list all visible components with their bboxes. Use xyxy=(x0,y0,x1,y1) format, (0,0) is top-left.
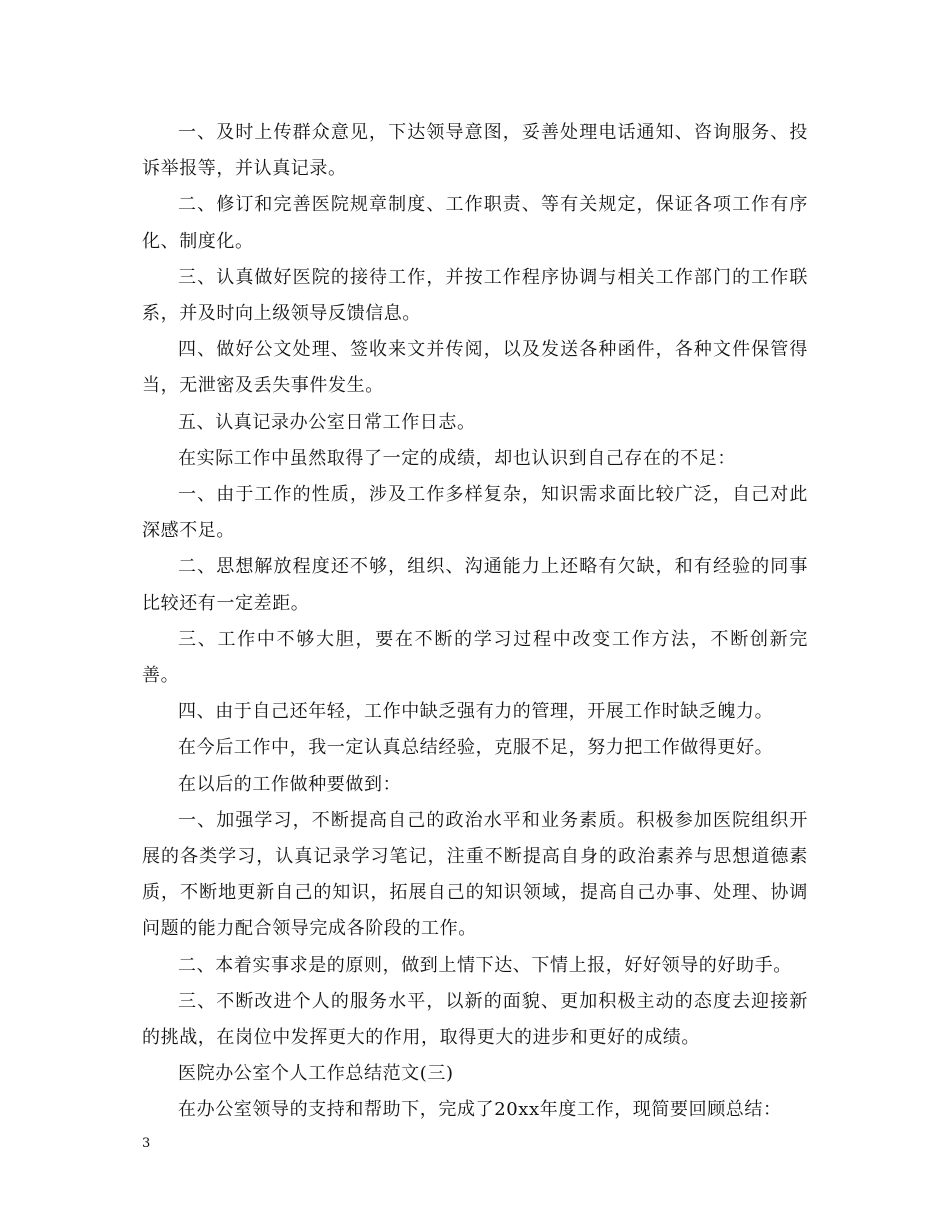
paragraph-13: 一、加强学习，不断提高自己的政治水平和业务素质。积极参加医院组织开展的各类学习，认真记录学习笔记，注重不断提高自身的政治素养与思想道德素质，不断地更新自己的知识，拓展自己的知识领域，提高自己办事、处理、协调问题的能力配合领导完成各阶段的工作。 xyxy=(142,809,808,940)
paragraph-7: 一、由于工作的性质，涉及工作多样复杂，知识需求面比较广泛，自己对此深感不足。 xyxy=(142,484,808,542)
paragraph-3: 三、认真做好医院的接待工作，并按工作程序协调与相关工作部门的工作联系，并及时向上级领导反馈信息。 xyxy=(142,266,808,325)
paragraph-12: 在以后的工作做种要做到： xyxy=(178,773,402,795)
paragraph-14: 二、本着实事求是的原则，做到上情下达、下情上报，好好领导的好助手。 xyxy=(178,954,792,976)
page-number: 3 xyxy=(142,1136,151,1151)
paragraph-9: 三、工作中不够大胆，要在不断的学习过程中改变工作方法，不断创新完善。 xyxy=(142,628,808,687)
paragraph-2: 二、修订和完善医院规章制度、工作职责、等有关规定，保证各项工作有序化、制度化。 xyxy=(142,194,808,252)
paragraph-17: 在办公室领导的支持和帮助下，完成了20xx年度工作，现简要回顾总结： xyxy=(178,1099,782,1121)
paragraph-8: 二、思想解放程度还不够，组织、沟通能力上还略有欠缺，和有经验的同事比较还有一定差距。 xyxy=(142,556,808,614)
paragraph-10: 四、由于自己还年轻，工作中缺乏强有力的管理，开展工作时缺乏魄力。 xyxy=(178,701,774,723)
paragraph-1: 一、及时上传群众意见，下达领导意图，妥善处理电话通知、咨询服务、投诉举报等，并认真记录。 xyxy=(142,122,808,180)
paragraph-5: 五、认真记录办公室日常工作日志。 xyxy=(178,411,476,433)
paragraph-15: 三、不断改进个人的服务水平，以新的面貌、更加积极主动的态度去迎接新的挑战，在岗位中发挥更大的作用，取得更大的进步和更好的成绩。 xyxy=(142,990,808,1049)
paragraph-11: 在今后工作中，我一定认真总结经验，克服不足，努力把工作做得更好。 xyxy=(178,737,774,759)
paragraph-4: 四、做好公文处理、签收来文并传阅，以及发送各种函件，各种文件保管得当，无泄密及丢失事件发生。 xyxy=(142,339,808,397)
paragraph-6: 在实际工作中虽然取得了一定的成绩，却也认识到自己存在的不足： xyxy=(178,447,736,469)
section-heading: 医院办公室个人工作总结范文(三) xyxy=(178,1063,454,1085)
document-body xyxy=(142,115,808,1129)
